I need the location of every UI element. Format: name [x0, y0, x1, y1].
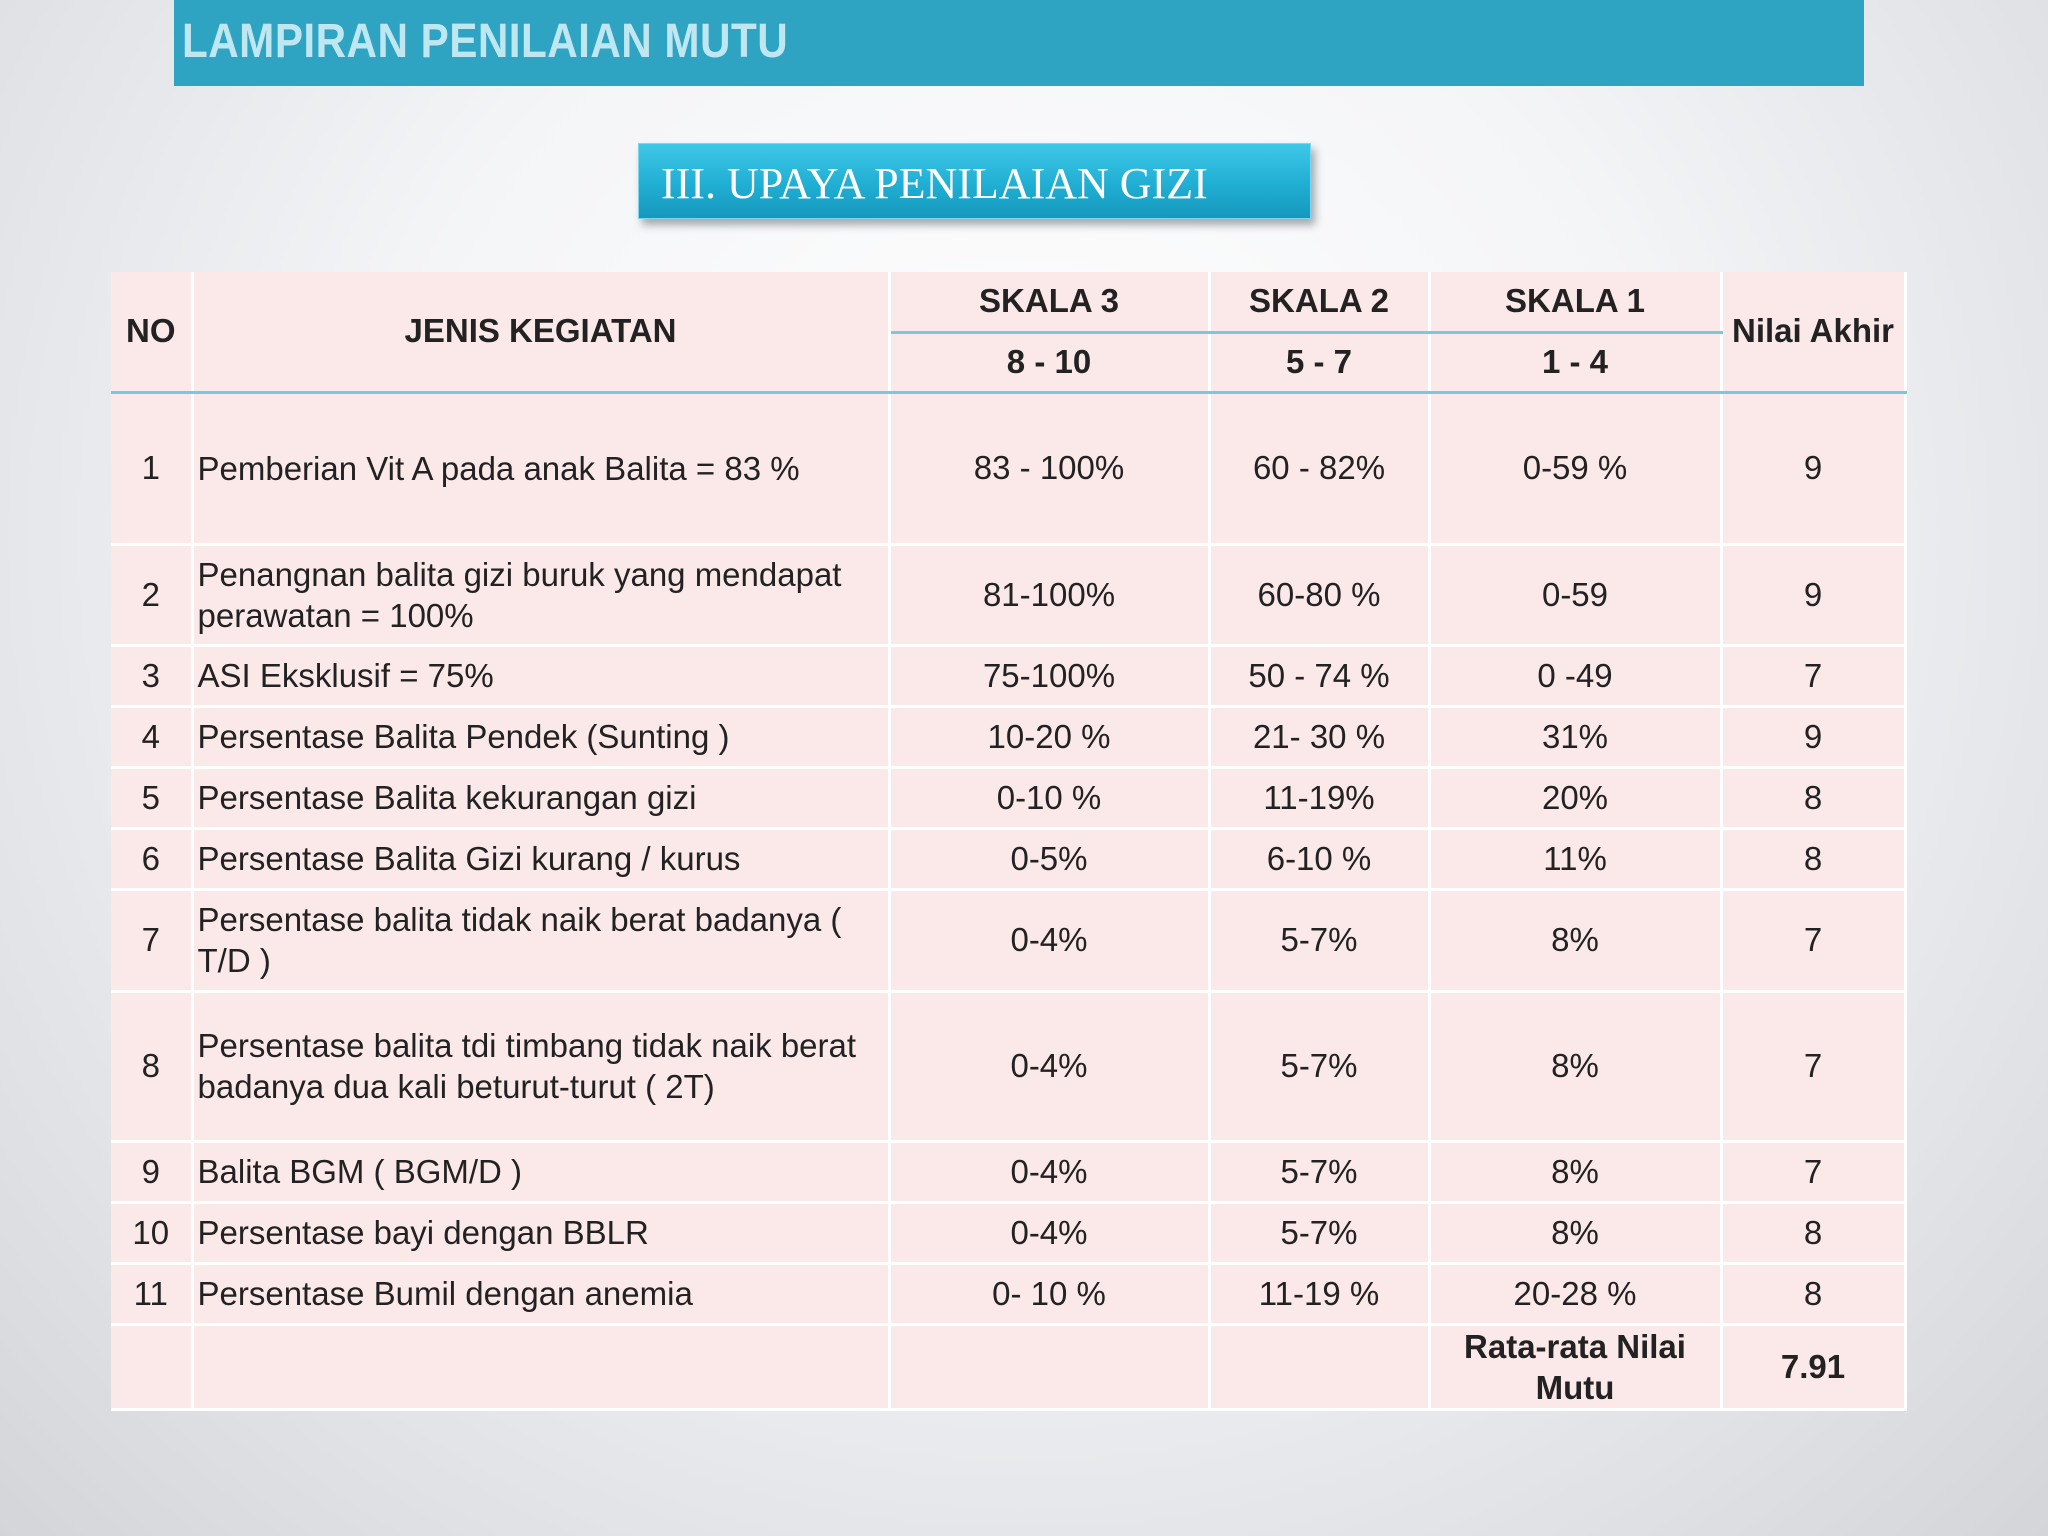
row-kegiatan: Balita BGM ( BGM/D ): [192, 1141, 889, 1202]
section-heading: III. UPAYA PENILAIAN GIZI: [661, 159, 1208, 208]
summary-row: [111, 1324, 1905, 1409]
row-nilai: 8: [1721, 828, 1905, 889]
row-skala-1: 20%: [1429, 767, 1721, 828]
header-range-2: 5 - 7: [1209, 332, 1429, 392]
table-row: [111, 706, 1905, 767]
row-nilai: 8: [1721, 1263, 1905, 1324]
header-skala-2: SKALA 2: [1209, 272, 1429, 332]
row-skala-3: 0-10 %: [889, 767, 1209, 828]
row-skala-1: 20-28 %: [1429, 1263, 1721, 1324]
row-no: 1: [111, 392, 192, 544]
row-skala-2: 5-7%: [1209, 1141, 1429, 1202]
row-skala-1: 11%: [1429, 828, 1721, 889]
row-skala-1: 0-59 %: [1429, 392, 1721, 544]
header-range-1: 1 - 4: [1429, 332, 1721, 392]
row-skala-2: 21- 30 %: [1209, 706, 1429, 767]
row-nilai: 7: [1721, 991, 1905, 1141]
row-skala-2: 5-7%: [1209, 991, 1429, 1141]
row-no: 4: [111, 706, 192, 767]
row-nilai: 9: [1721, 392, 1905, 544]
summary-empty-cell: [1209, 1324, 1429, 1409]
row-no: 3: [111, 645, 192, 706]
header-skala-1: SKALA 1: [1429, 272, 1721, 332]
row-kegiatan: Persentase bayi dengan BBLR: [192, 1202, 889, 1263]
row-skala-1: 8%: [1429, 1202, 1721, 1263]
row-kegiatan: Persentase balita tdi timbang tidak naik berat badanya dua kali beturut-turut ( 2T): [192, 991, 889, 1141]
row-skala-2: 5-7%: [1209, 1202, 1429, 1263]
row-nilai: 8: [1721, 767, 1905, 828]
row-skala-1: 8%: [1429, 889, 1721, 991]
table-row: [111, 544, 1905, 645]
table-row: [111, 767, 1905, 828]
row-skala-1: 8%: [1429, 991, 1721, 1141]
row-nilai: 7: [1721, 645, 1905, 706]
row-kegiatan: ASI Eksklusif = 75%: [192, 645, 889, 706]
summary-value: 7.91: [1721, 1324, 1905, 1409]
row-skala-3: 75-100%: [889, 645, 1209, 706]
title-bar: [174, 0, 1864, 86]
summary-empty-cell: [111, 1324, 192, 1409]
row-kegiatan: Persentase Balita Gizi kurang / kurus: [192, 828, 889, 889]
header-range-3: 8 - 10: [889, 332, 1209, 392]
row-skala-1: 31%: [1429, 706, 1721, 767]
row-skala-2: 5-7%: [1209, 889, 1429, 991]
header-jenis-kegiatan: JENIS KEGIATAN: [192, 272, 889, 392]
table-row: [111, 828, 1905, 889]
table-row: [111, 991, 1905, 1141]
row-nilai: 7: [1721, 1141, 1905, 1202]
table-row: [111, 889, 1905, 991]
row-no: 11: [111, 1263, 192, 1324]
row-skala-2: 6-10 %: [1209, 828, 1429, 889]
table-row: [111, 1202, 1905, 1263]
row-no: 10: [111, 1202, 192, 1263]
row-skala-3: 0-4%: [889, 991, 1209, 1141]
row-kegiatan: Penangnan balita gizi buruk yang mendapat perawatan = 100%: [192, 544, 889, 645]
row-skala-3: 0-5%: [889, 828, 1209, 889]
row-nilai: 7: [1721, 889, 1905, 991]
row-skala-3: 83 - 100%: [889, 392, 1209, 544]
row-skala-2: 60 - 82%: [1209, 392, 1429, 544]
row-kegiatan: Persentase balita tidak naik berat badanya ( T/D ): [192, 889, 889, 991]
page-title: LAMPIRAN PENILAIAN MUTU: [182, 15, 789, 68]
row-skala-1: 0 -49: [1429, 645, 1721, 706]
row-nilai: 9: [1721, 706, 1905, 767]
summary-empty-cell: [889, 1324, 1209, 1409]
table-row: [111, 1263, 1905, 1324]
row-no: 9: [111, 1141, 192, 1202]
section-heading-box: [638, 143, 1311, 219]
summary-label: Rata-rata Nilai Mutu: [1429, 1324, 1721, 1409]
row-skala-2: 11-19 %: [1209, 1263, 1429, 1324]
row-skala-3: 0-4%: [889, 889, 1209, 991]
row-skala-3: 0-4%: [889, 1202, 1209, 1263]
header-no: NO: [111, 272, 192, 392]
row-no: 6: [111, 828, 192, 889]
row-no: 5: [111, 767, 192, 828]
header-nilai-akhir: Nilai Akhir: [1721, 272, 1905, 392]
row-skala-2: 60-80 %: [1209, 544, 1429, 645]
row-skala-3: 0-4%: [889, 1141, 1209, 1202]
row-skala-3: 81-100%: [889, 544, 1209, 645]
row-skala-1: 8%: [1429, 1141, 1721, 1202]
row-kegiatan: Pemberian Vit A pada anak Balita = 83 %: [192, 392, 889, 544]
summary-empty-cell: [192, 1324, 889, 1409]
row-kegiatan: Persentase Balita kekurangan gizi: [192, 767, 889, 828]
row-skala-2: 50 - 74 %: [1209, 645, 1429, 706]
row-kegiatan: Persentase Balita Pendek (Sunting ): [192, 706, 889, 767]
row-skala-1: 0-59: [1429, 544, 1721, 645]
header-skala-3: SKALA 3: [889, 272, 1209, 332]
row-nilai: 8: [1721, 1202, 1905, 1263]
table-row: [111, 1141, 1905, 1202]
row-nilai: 9: [1721, 544, 1905, 645]
row-kegiatan: Persentase Bumil dengan anemia: [192, 1263, 889, 1324]
row-no: 8: [111, 991, 192, 1141]
row-skala-3: 0- 10 %: [889, 1263, 1209, 1324]
assessment-table: [111, 272, 1907, 1411]
row-skala-2: 11-19%: [1209, 767, 1429, 828]
row-no: 7: [111, 889, 192, 991]
table-row: [111, 392, 1905, 544]
row-skala-3: 10-20 %: [889, 706, 1209, 767]
row-no: 2: [111, 544, 192, 645]
table-row: [111, 645, 1905, 706]
